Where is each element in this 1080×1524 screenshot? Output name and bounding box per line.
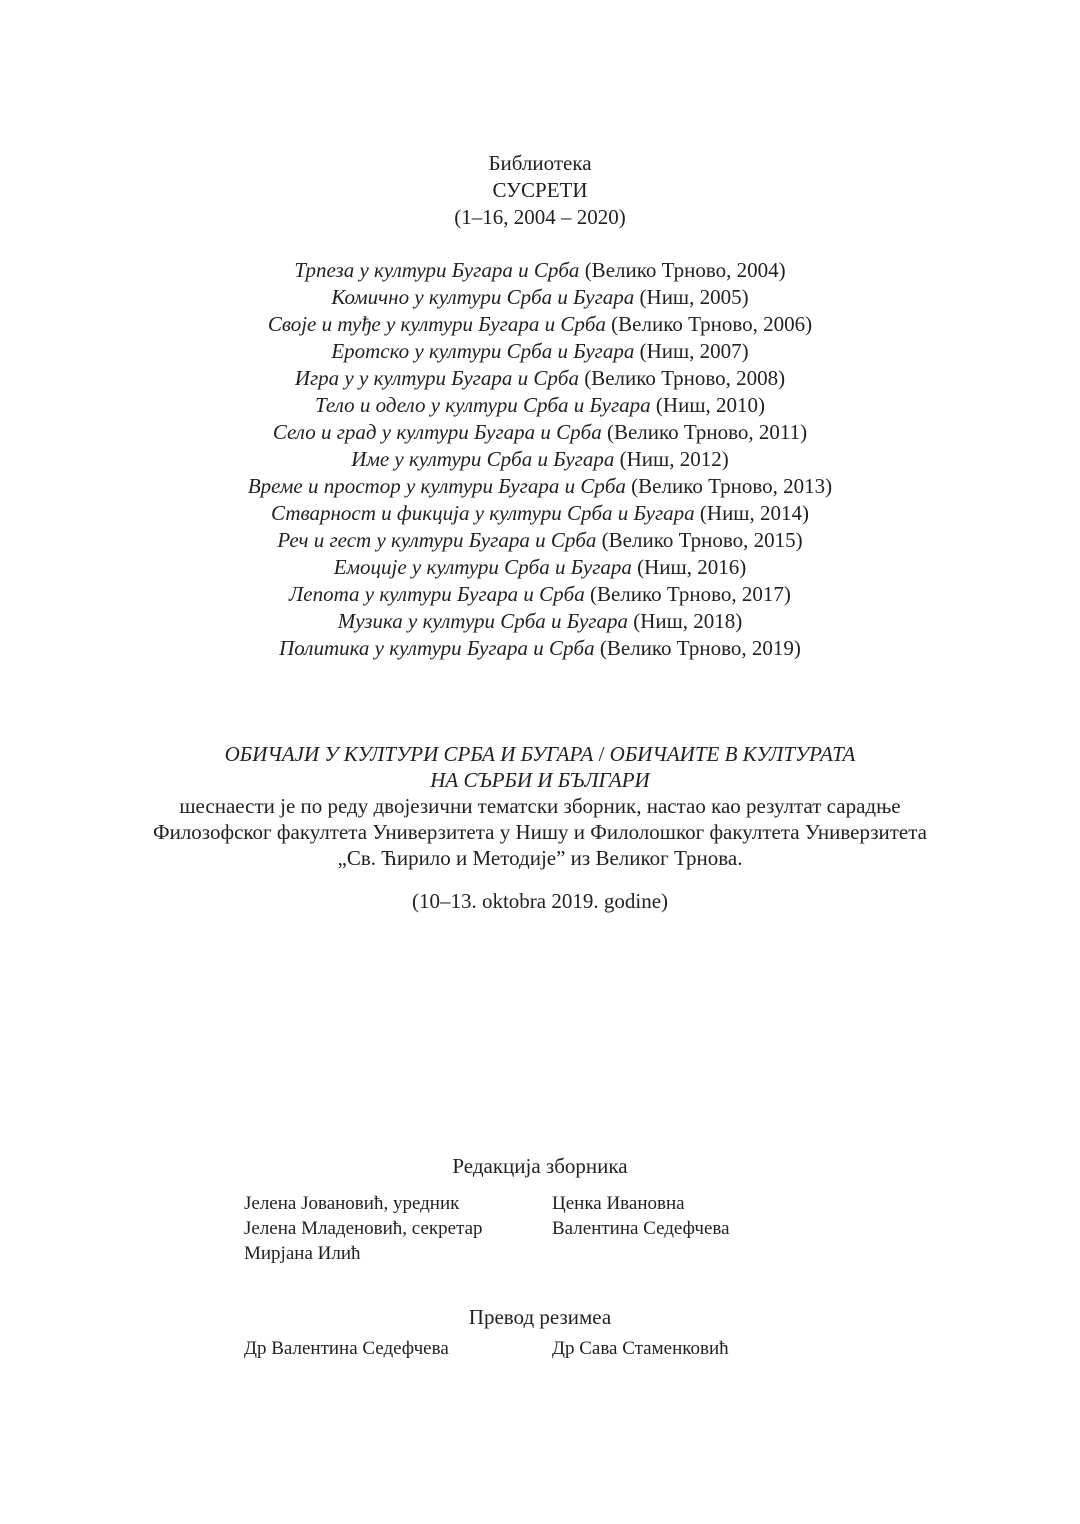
series-item: Стварност и фикција у култури Срба и Бугара (Ниш, 2014) [271,501,809,525]
volume-description: шеснаести је по реду двојезични тематски зборник, настао као резултат сарадње [179,794,901,818]
series-range: (1–16, 2004 – 2020) [454,205,626,229]
series-item: Политика у култури Бугара и Срба (Велико Трново, 2019) [279,636,801,660]
series-item: Лепота у култури Бугара и Срба (Велико Трново, 2017) [289,582,791,606]
series-item: Реч и гест у култури Бугара и Срба (Велико Трново, 2015) [277,528,803,552]
volume-block [0,741,1080,871]
volume-title-sr: ОБИЧАЈИ У КУЛТУРИ СРБА И БУГАРА [224,742,594,766]
board-member: Валентина Седефчева [552,1218,730,1239]
board-member: Ценка Ивановна [552,1193,685,1214]
board-member: Мирјана Илић [244,1243,361,1264]
conference-dates: (10–13. oktobra 2019. godine) [411,889,669,913]
translator: Др Валентина Седефчева [244,1338,449,1359]
series-item: Комично у култури Срба и Бугара (Ниш, 2005) [331,285,749,309]
series-item: Еротско у култури Срба и Бугара (Ниш, 2007) [331,339,749,363]
library-header [0,150,1080,231]
translator: Др Сава Стаменковић [552,1338,729,1359]
series-name: СУСРЕТИ [492,178,588,202]
series-item: Емоције у култури Срба и Бугара (Ниш, 2016) [333,555,747,579]
volume-title-bg-cont: НА СЪРБИ И БЪЛГАРИ [430,768,650,792]
volume-title [0,741,1080,767]
library-label: Библиотека [488,151,592,175]
volume-description: Филозофског факултета Универзитета у Нишу и Филолошког факултета Универзитета [153,820,927,844]
series-item: Музика у култури Срба и Бугара (Ниш, 2018) [337,609,743,633]
series-item: Време и простор у култури Бугара и Срба (Велико Трново, 2013) [247,474,833,498]
board-member: Јелена Младеновић, секретар [244,1218,483,1239]
series-item: Своје и туђе у култури Бугара и Срба (Велико Трново, 2006) [267,312,813,336]
series-item: Игра у у култури Бугара и Срба (Велико Трново, 2008) [294,366,786,390]
volume-description: „Св. Ћирило и Методије” из Великог Трнова. [337,846,743,870]
series-list [0,257,1080,662]
board-member: Јелена Јовановић, уредник [244,1193,460,1214]
series-item: Име у култури Срба и Бугара (Ниш, 2012) [351,447,729,471]
series-item: Тело и одело у култури Срба и Бугара (Ниш, 2010) [315,393,765,417]
series-item: Село и град у култури Бугара и Срба (Велико Трново, 2011) [272,420,808,444]
editorial-board-title: Редакција зборника [452,1154,628,1178]
volume-title-bg: ОБИЧАИТЕ В КУЛТУРАТА [609,742,856,766]
translation-title: Превод резимеа [468,1305,612,1329]
series-item: Трпеза у култури Бугара и Срба (Велико Трново, 2004) [294,258,786,282]
title-separator: / [593,742,610,766]
